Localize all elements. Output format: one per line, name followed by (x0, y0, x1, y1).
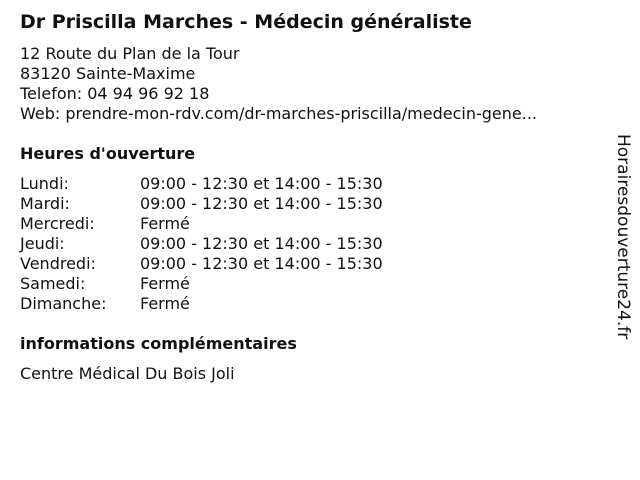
hours-value: Fermé (140, 294, 190, 313)
hours-row-sunday (20, 294, 383, 314)
day-label: Samedi: (20, 274, 86, 293)
day-label: Dimanche: (20, 294, 107, 313)
hours-row-saturday (20, 274, 383, 294)
extra-info-text: Centre Médical Du Bois Joli (20, 364, 235, 383)
hours-row-thursday (20, 234, 383, 254)
day-label: Mardi: (20, 194, 70, 213)
hours-value: Fermé (140, 274, 190, 293)
phone-number: Telefon: 04 94 96 92 18 (20, 84, 210, 103)
street-address: 12 Route du Plan de la Tour (20, 44, 240, 63)
hours-row-tuesday (20, 194, 383, 214)
hours-row-friday (20, 254, 383, 274)
hours-table (20, 174, 383, 314)
hours-value: 09:00 - 12:30 et 14:00 - 15:30 (140, 174, 383, 193)
hours-value: Fermé (140, 214, 190, 233)
hours-value: 09:00 - 12:30 et 14:00 - 15:30 (140, 194, 383, 213)
website-link[interactable]: Web: prendre-mon-rdv.com/dr-marches-priscilla/medecin-gene... (20, 104, 538, 123)
page-title: Dr Priscilla Marches - Médecin généraliste (20, 11, 472, 33)
hours-value: 09:00 - 12:30 et 14:00 - 15:30 (140, 254, 383, 273)
address-block (20, 44, 537, 124)
extra-info-heading: informations complémentaires (20, 334, 297, 353)
day-label: Mercredi: (20, 214, 95, 233)
hours-value: 09:00 - 12:30 et 14:00 - 15:30 (140, 234, 383, 253)
day-label: Lundi: (20, 174, 69, 193)
site-watermark: Horairesdouverture24.fr (613, 134, 633, 340)
hours-row-wednesday (20, 214, 383, 234)
city-address: 83120 Sainte-Maxime (20, 64, 196, 83)
hours-row-monday (20, 174, 383, 194)
hours-heading: Heures d'ouverture (20, 144, 196, 163)
day-label: Jeudi: (20, 234, 65, 253)
day-label: Vendredi: (20, 254, 96, 273)
